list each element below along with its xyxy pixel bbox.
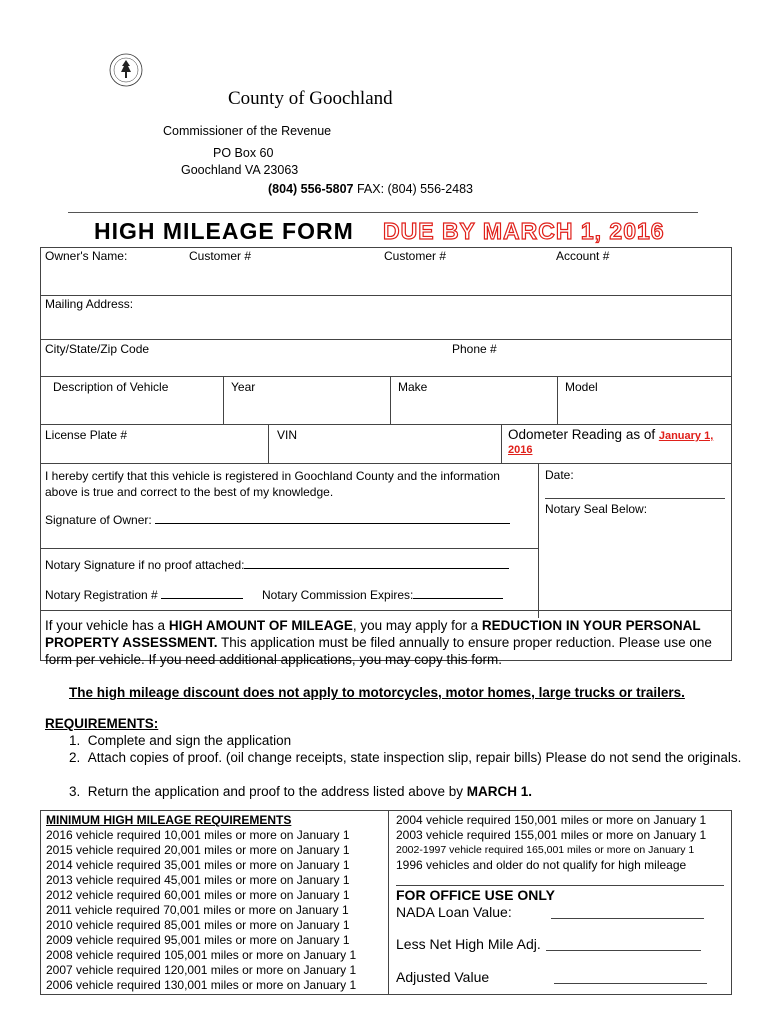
- notary-commission-label: Notary Commission Expires:: [262, 588, 503, 602]
- notary-commission-line[interactable]: [413, 598, 503, 599]
- requirement-item: 1. Complete and sign the application: [69, 733, 292, 748]
- row-divider: [40, 463, 732, 464]
- list-item: 2006 vehicle required 130,001 miles or more on January 1: [46, 978, 357, 992]
- customer-label-1: Customer #: [189, 249, 252, 263]
- mailing-address-label: Mailing Address:: [45, 297, 134, 311]
- model-label: Model: [565, 380, 598, 394]
- less-adj-line[interactable]: [546, 950, 701, 951]
- list-item: 2007 vehicle required 120,001 miles or more on January 1: [46, 963, 357, 977]
- cell-divider: [538, 463, 539, 618]
- phone-label: Phone #: [452, 342, 497, 356]
- requirements-title: REQUIREMENTS:: [45, 716, 159, 731]
- make-label: Make: [398, 380, 428, 394]
- list-item: 2003 vehicle required 155,001 miles or more on January 1: [396, 828, 707, 842]
- exclusion-notice: The high mileage discount does not apply to motorcycles, motor homes, large trucks or trailers.: [69, 685, 685, 700]
- row-divider: [40, 424, 732, 425]
- notary-signature-line[interactable]: [244, 568, 509, 569]
- cell-divider: [501, 424, 502, 463]
- cell-divider: [268, 424, 269, 463]
- notary-registration-label: Notary Registration #: [45, 588, 243, 602]
- vin-label: VIN: [277, 428, 298, 442]
- form-title: HIGH MILEAGE FORM: [94, 218, 354, 244]
- date-line[interactable]: [545, 498, 725, 499]
- notary-seal-label: Notary Seal Below:: [545, 502, 648, 516]
- row-divider: [40, 376, 732, 377]
- list-item: 2008 vehicle required 105,001 miles or more on January 1: [46, 948, 357, 962]
- nada-label: NADA Loan Value:: [396, 904, 512, 920]
- odometer-year: 2016: [508, 444, 533, 456]
- minimum-right-list: [396, 813, 706, 873]
- fax-number: FAX: (804) 556-2483: [353, 182, 474, 196]
- contact-line: [268, 182, 473, 196]
- odometer-label: Odometer Reading as of January 1,: [508, 427, 714, 442]
- header-divider: [68, 212, 698, 213]
- list-item: 2014 vehicle required 35,001 miles or more on January 1: [46, 858, 350, 872]
- list-item: 2013 vehicle required 45,001 miles or more on January 1: [46, 873, 350, 887]
- list-item: 2004 vehicle required 150,001 miles or more on January 1: [396, 813, 707, 827]
- list-item: 2016 vehicle required 10,001 miles or more on January 1: [46, 828, 350, 842]
- cell-divider: [557, 376, 558, 424]
- row-divider: [40, 295, 732, 296]
- customer-label-2: Customer #: [384, 249, 447, 263]
- year-label: Year: [231, 380, 256, 394]
- office-use-title: FOR OFFICE USE ONLY: [396, 887, 555, 903]
- list-item: 2009 vehicle required 95,001 miles or more on January 1: [46, 933, 350, 947]
- row-divider: [40, 548, 538, 549]
- nada-line[interactable]: [551, 918, 704, 919]
- certification-text: I hereby certify that this vehicle is registered in Goochland County and the information above is true and correct to the best of my knowledge.: [45, 469, 500, 499]
- office-name: Commissioner of the Revenue: [163, 124, 332, 138]
- list-item: 2012 vehicle required 60,001 miles or more on January 1: [46, 888, 350, 902]
- county-name: County of Goochland: [228, 88, 393, 109]
- adjusted-label: Adjusted Value: [396, 969, 490, 985]
- minimum-title: MINIMUM HIGH MILEAGE REQUIREMENTS: [46, 813, 292, 827]
- cell-divider: [390, 376, 391, 424]
- adjusted-line[interactable]: [554, 983, 707, 984]
- list-item: 2015 vehicle required 20,001 miles or more on January 1: [46, 843, 350, 857]
- owner-signature-label: Signature of Owner:: [45, 513, 510, 527]
- requirement-item: 2. Attach copies of proof. (oil change receipts, state inspection slip, repair bills) Please do not send the originals.: [69, 750, 742, 765]
- list-item: 2002-1997 vehicle required 165,001 miles or more on January 1: [396, 844, 695, 856]
- table-divider: [388, 810, 389, 995]
- minimum-left-list: [46, 828, 356, 993]
- form-bottom-line: [40, 610, 732, 611]
- vehicle-description-label: Description of Vehicle: [53, 380, 169, 394]
- city-line: Goochland VA 23063: [181, 163, 299, 177]
- odometer-date: January 1,: [658, 430, 714, 442]
- list-item: 2011 vehicle required 70,001 miles or more on January 1: [46, 903, 349, 917]
- city-state-zip-label: City/State/Zip Code: [45, 342, 150, 356]
- po-box: PO Box 60: [213, 146, 274, 160]
- less-adj-label: Less Net High Mile Adj.: [396, 936, 541, 952]
- notary-registration-line[interactable]: [161, 598, 243, 599]
- account-label: Account #: [556, 249, 610, 263]
- info-paragraph: If your vehicle has a HIGH AMOUNT OF MILEAGE, you may apply for a REDUCTION IN YOUR PERSONAL PROPERTY ASSESSMENT. This application must be filed annually to ensure proper reduction. Please use one form per vehicle. If you need additional applications, you may copy this form.: [45, 618, 712, 667]
- row-divider: [40, 339, 732, 340]
- cell-divider: [223, 376, 224, 424]
- county-seal-logo: [108, 50, 144, 90]
- owners-name-label: Owner's Name:: [45, 249, 128, 263]
- date-label: Date:: [545, 468, 574, 482]
- owner-signature-line[interactable]: [155, 523, 510, 524]
- license-plate-label: License Plate #: [45, 428, 128, 442]
- requirement-item: 3. Return the application and proof to the address listed above by MARCH 1.: [69, 784, 533, 799]
- office-divider: [396, 885, 724, 886]
- list-item: 1996 vehicles and older do not qualify for high mileage: [396, 858, 687, 872]
- due-date: DUE BY MARCH 1, 2016: [383, 218, 665, 244]
- notary-signature-label: Notary Signature if no proof attached:: [45, 558, 509, 572]
- phone-number: (804) 556-5807: [268, 182, 354, 196]
- list-item: 2010 vehicle required 85,001 miles or more on January 1: [46, 918, 350, 932]
